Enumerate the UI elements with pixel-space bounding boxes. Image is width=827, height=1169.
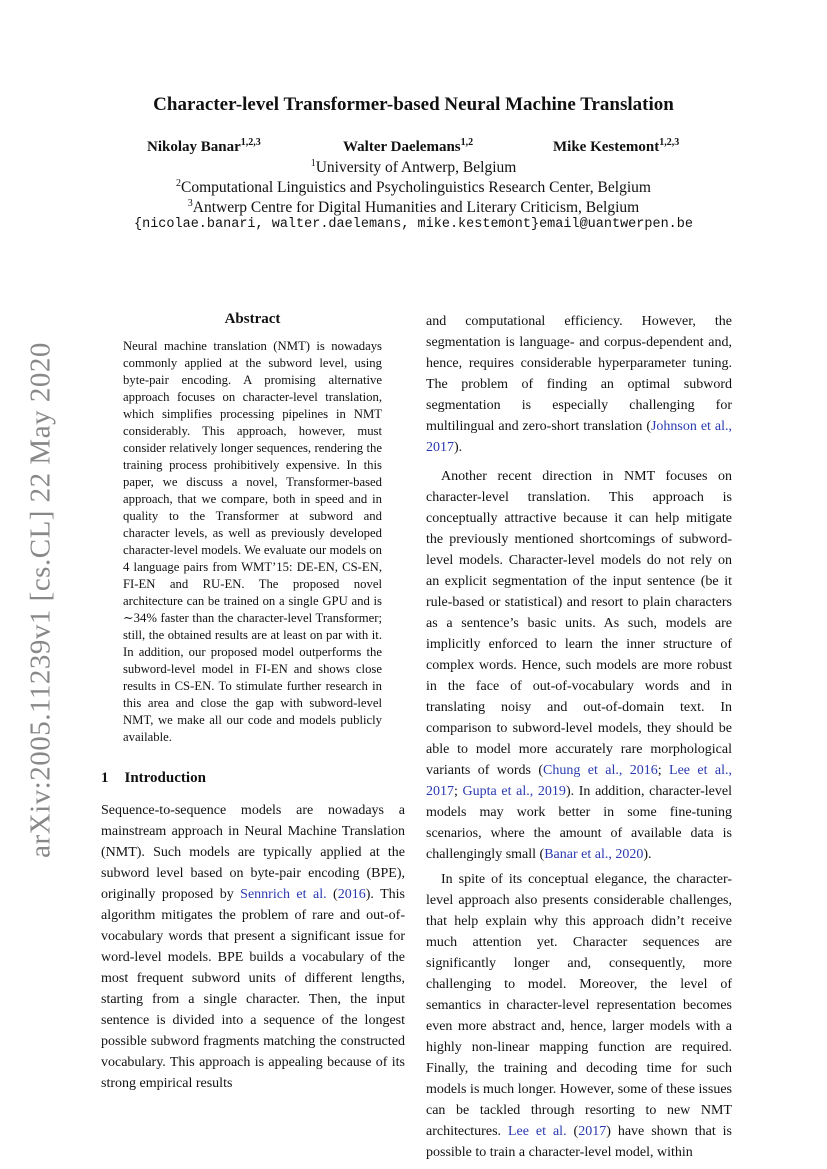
citation-banar[interactable]: Banar et al., 2020 <box>544 847 644 862</box>
affiliation-2: $^2$Computational Linguistics and Psycholinguistics Research Center, Belgium <box>176 178 651 197</box>
intro-paragraph-3: In spite of its conceptual elegance, the character-level approach also presents considerable challenges, that help explain why this approach didn’t receive much attention yet. Character sequences are significantly longer and, consequently, more challenging to model. Moreover, the level of semantics in character-level representation becomes even more abstract and, hence, larger models with a highly non-linear mapping function are required. Finally, the training and decoding time for such models is much longer. However, some of these issues can be tackled through resorting to new NMT architectures. Lee et al. (2017) have shown that is possible to train a character-level model, within <box>426 872 733 1160</box>
intro-paragraph-1-cont: and computational efficiency. However, the segmentation is language- and corpus-dependent and, hence, requires considerable hyperparameter tuning. The problem of finding an optimal subword segmentation is especially challenging for multilingual and zero-short translation (Johnson et al., 2017). <box>426 314 732 455</box>
right-column <box>426 311 732 1163</box>
author-emails: {nicolae.banari, walter.daelemans, mike.kestemont}email@uantwerpen.be <box>134 217 693 232</box>
section-title: Introduction <box>124 770 206 786</box>
citation-lee-2[interactable]: Lee et al. <box>507 1124 567 1139</box>
left-column <box>101 800 405 1094</box>
affiliation-3: $^3$Antwerp Centre for Digital Humanities and Literary Criticism, Belgium <box>187 198 640 217</box>
paper-title: Character-level Transformer-based Neural Machine Translation <box>153 94 674 115</box>
author-1: Nikolay Banar$^{1,2,3}$ <box>147 137 261 155</box>
citation-gupta[interactable]: Gupta et al., 2019 <box>462 784 566 799</box>
citation-sennrich[interactable]: Sennrich et al. <box>240 887 327 902</box>
arxiv-side-stamp <box>16 342 66 858</box>
intro-paragraph-1: Sequence-to-sequence models are nowadays a mainstream approach in Neural Machine Translation (NMT). Such models are typically applied at the subword level based on byte-pair encoding (BPE), originally proposed by Sennrich et al. (2016). This algorithm mitigates the problem of rare and out-of-vocabulary words that present a significant issue for word-level models. BPE builds a vocabulary of the most frequent subword units of different lengths, starting from a single character. Then, the input sentence is divided into a sequence of the longest possible subword fragments matching the constructed vocabulary. This approach is appealing because of its strong empirical results <box>101 803 405 1091</box>
section-number: 1 <box>101 770 109 786</box>
citation-johnson[interactable]: Johnson et al., 2017 <box>426 419 732 455</box>
citation-chung[interactable]: Chung et al., 2016 <box>543 763 658 778</box>
citation-lee[interactable]: Lee et al., 2017 <box>426 763 732 799</box>
author-3: Mike Kestemont$^{1,2,3}$ <box>553 137 680 155</box>
abstract-text: Neural machine translation (NMT) is nowadays commonly applied at the subword level, using byte-pair encoding. A promising alternative approach focuses on character-level translation, which simplifies processing pipelines in NMT considerably. This approach, however, must consider relatively longer sequences, rendering the training process prohibitively expensive. In this paper, we discuss a novel, Transformer-based approach, that we compare, both in speed and in quality to the Transformer at subword and character levels, as well as previously developed character-level models. We evaluate our models on 4 language pairs from WMT’15: DE-EN, CS-EN, FI-EN and RU-EN. The proposed novel architecture can be trained on a single GPU and is ∼34% faster than the character-level Transformer; still, the obtained results are at least on par with it. In addition, our proposed model outperforms the subword-level model in FI-EN and shows close results in CS-EN. To stimulate further research in this area and close the gap with subword-level NMT, we make all our code and models publicly available. <box>123 339 382 744</box>
intro-paragraph-2: Another recent direction in NMT focuses on character-level translation. This approach is conceptually attractive because it can help mitigate the previously mentioned shortcomings of subword-level models. Character-level models do not rely on an explicit segmentation of the input sentence (be it rule-based or statistical) and resort to plain characters as a sentence’s basic units. As such, models are implicitly enforced to learn the inner structure of complex words. Hence, such models are more robust in the face of out-of-vocabulary words and in translating noisy and out-of-domain text. In comparison to subword-level models, they should be able to model more accurately rare morphological variants of words (Chung et al., 2016; Lee et al., 2017; Gupta et al., 2019). In addition, character-level models may work better in some fine-tuning scenarios, where the amount of available data is challengingly small (Banar et al., 2020). <box>426 469 732 862</box>
abstract <box>123 311 382 746</box>
affiliation-1: $^1$University of Antwerp, Belgium <box>310 158 517 177</box>
citation-sennrich-year[interactable]: 2016 <box>337 887 366 902</box>
author-2: Walter Daelemans$^{1,2}$ <box>343 137 474 155</box>
section-heading-introduction <box>101 770 206 787</box>
abstract-heading: Abstract <box>224 311 281 327</box>
citation-lee-2-year[interactable]: 2017 <box>578 1124 607 1139</box>
arxiv-id: arXiv:2005.11239v1 [cs.CL] 22 May 2020 <box>24 342 57 858</box>
